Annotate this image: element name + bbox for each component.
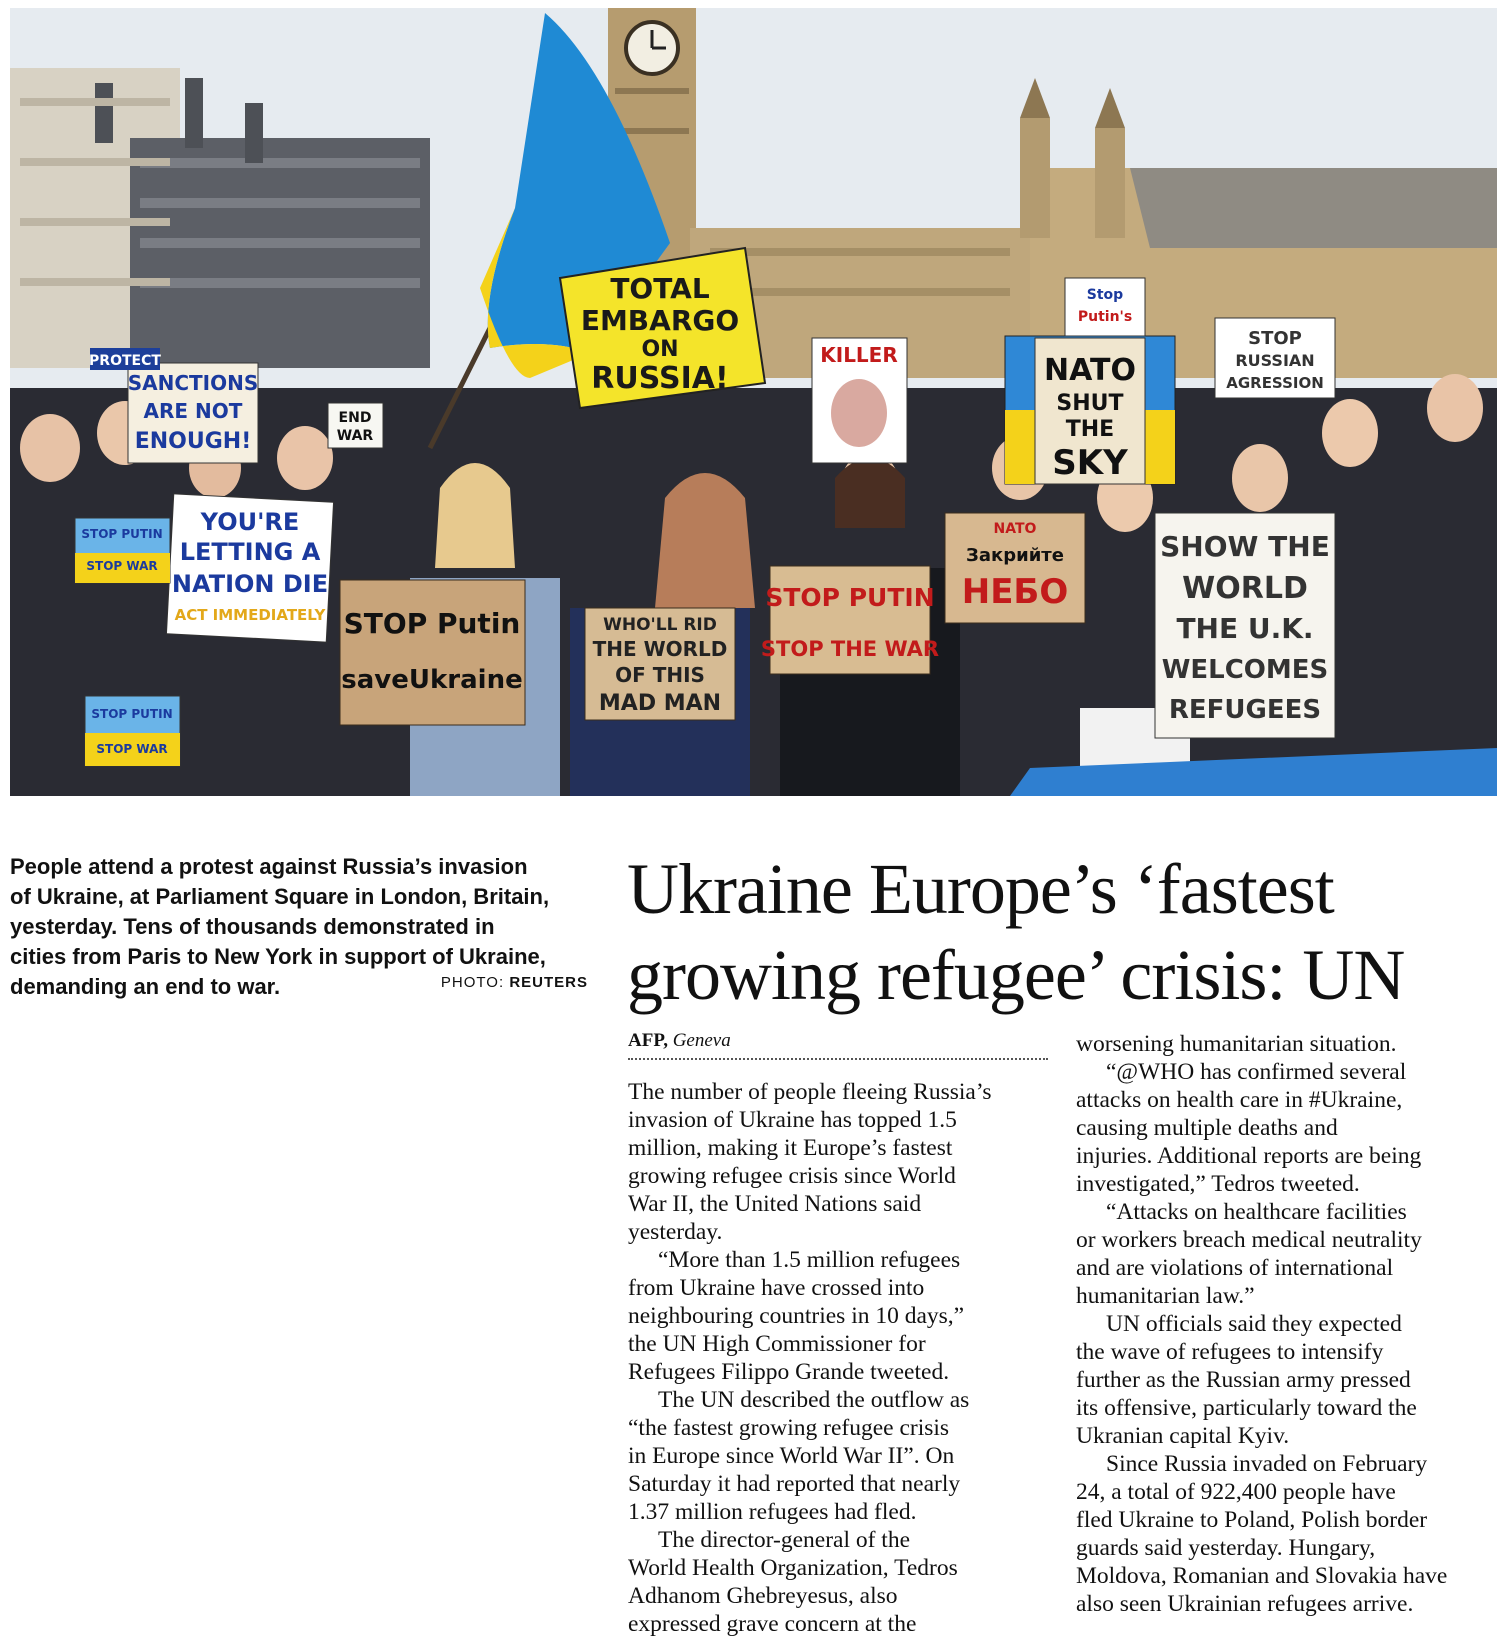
sign-stop-putin-save-ukraine bbox=[340, 580, 525, 725]
svg-text:EMBARGO: EMBARGO bbox=[580, 304, 740, 337]
byline-agency: AFP, bbox=[628, 1030, 668, 1051]
article-line: “Attacks on healthcare facilities bbox=[1106, 1199, 1407, 1225]
svg-text:THE WORLD: THE WORLD bbox=[592, 637, 728, 661]
headline bbox=[627, 846, 1507, 1018]
caption-line: yesterday. Tens of thousands demonstrated in bbox=[10, 914, 495, 939]
sign-nato-ukrainian bbox=[945, 513, 1085, 623]
photo-credit bbox=[441, 968, 588, 998]
headline-line-2: growing refugee’ crisis: UN bbox=[627, 935, 1405, 1015]
svg-text:SANCTIONS: SANCTIONS bbox=[127, 371, 259, 395]
article-line: The number of people fleeing Russia’s bbox=[628, 1079, 992, 1105]
article-line: million, making it Europe’s fastest bbox=[628, 1135, 953, 1161]
svg-text:ACT IMMEDIATELY: ACT IMMEDIATELY bbox=[174, 606, 326, 624]
svg-text:WELCOMES: WELCOMES bbox=[1161, 655, 1329, 685]
article-line: worsening humanitarian situation. bbox=[1076, 1031, 1397, 1057]
svg-text:STOP WAR: STOP WAR bbox=[96, 742, 168, 756]
article-line: humanitarian law.” bbox=[1076, 1283, 1255, 1309]
svg-text:SHOW THE: SHOW THE bbox=[1160, 530, 1330, 563]
article-line: The director-general of the bbox=[658, 1527, 911, 1553]
caption-line: People attend a protest against Russia’s invasion bbox=[10, 854, 528, 879]
svg-text:AGRESSION: AGRESSION bbox=[1226, 374, 1324, 392]
svg-text:STOP: STOP bbox=[1248, 328, 1302, 349]
svg-text:MAD MAN: MAD MAN bbox=[598, 691, 722, 716]
article-line: Adhanom Ghebreyesus, also bbox=[628, 1583, 898, 1609]
article-line: “the fastest growing refugee crisis bbox=[628, 1415, 950, 1441]
article-line: Moldova, Romanian and Slovakia have bbox=[1076, 1563, 1448, 1589]
article-line: 24, a total of 922,400 people have bbox=[1076, 1479, 1396, 1505]
svg-text:NATION DIE: NATION DIE bbox=[171, 570, 329, 598]
svg-text:RUSSIA!: RUSSIA! bbox=[591, 361, 729, 396]
sign-madman bbox=[585, 608, 735, 720]
svg-text:WAR: WAR bbox=[336, 428, 374, 444]
svg-text:END: END bbox=[338, 410, 372, 426]
sign-letting-a-nation-die bbox=[166, 494, 333, 642]
article-line: The UN described the outflow as bbox=[658, 1387, 970, 1413]
article-line: also seen Ukrainian refugees arrive. bbox=[1076, 1591, 1414, 1617]
photo-caption bbox=[10, 852, 590, 1002]
svg-text:LETTING A: LETTING A bbox=[179, 538, 321, 566]
svg-text:ON: ON bbox=[641, 337, 679, 362]
sign-killer bbox=[812, 338, 907, 463]
caption-line: cities from Paris to New York in support of Ukraine, bbox=[10, 944, 546, 969]
article-line: UN officials said they expected bbox=[1106, 1311, 1402, 1337]
svg-text:YOU'RE: YOU'RE bbox=[200, 508, 300, 536]
article-line: its offensive, particularly toward the bbox=[1076, 1395, 1417, 1421]
svg-text:SKY: SKY bbox=[1052, 443, 1128, 483]
article-line: or workers breach medical neutrality bbox=[1076, 1227, 1422, 1253]
svg-text:saveUkraine: saveUkraine bbox=[341, 665, 523, 695]
sign-end-war bbox=[328, 403, 383, 448]
article-line: guards said yesterday. Hungary, bbox=[1076, 1535, 1376, 1561]
article-line: expressed grave concern at the bbox=[628, 1611, 917, 1637]
svg-text:THE U.K.: THE U.K. bbox=[1176, 612, 1314, 645]
article-line: “@WHO has confirmed several bbox=[1106, 1059, 1407, 1085]
article-line: Refugees Filippo Grande tweeted. bbox=[628, 1359, 950, 1385]
svg-text:TOTAL: TOTAL bbox=[610, 272, 710, 305]
svg-text:SHUT: SHUT bbox=[1056, 391, 1124, 416]
svg-text:STOP WAR: STOP WAR bbox=[86, 559, 158, 573]
article-line: further as the Russian army pressed bbox=[1076, 1367, 1411, 1393]
svg-text:ARE NOT: ARE NOT bbox=[143, 399, 243, 423]
sign-protect bbox=[89, 348, 161, 370]
svg-text:STOP PUTIN: STOP PUTIN bbox=[765, 583, 935, 612]
svg-text:REFUGEES: REFUGEES bbox=[1168, 695, 1322, 725]
svg-text:ENOUGH!: ENOUGH! bbox=[134, 429, 252, 454]
svg-text:KILLER: KILLER bbox=[820, 343, 898, 367]
svg-text:NATO: NATO bbox=[993, 521, 1037, 537]
article-line: fled Ukraine to Poland, Polish border bbox=[1076, 1507, 1428, 1533]
article-line: in Europe since World War II”. On bbox=[628, 1443, 955, 1469]
article-column-2 bbox=[1076, 1030, 1506, 1618]
svg-text:STOP PUTIN: STOP PUTIN bbox=[91, 707, 173, 721]
article-line: “More than 1.5 million refugees bbox=[658, 1247, 961, 1273]
caption-line: demanding an end to war. bbox=[10, 974, 281, 999]
article-line: investigated,” Tedros tweeted. bbox=[1076, 1171, 1360, 1197]
svg-text:НЕБО: НЕБО bbox=[961, 572, 1069, 612]
article-column-1 bbox=[628, 1078, 1058, 1638]
sign-stop-russian-aggression bbox=[1215, 318, 1335, 398]
article-line: War II, the United Nations said bbox=[628, 1191, 922, 1217]
photo-credit-label: PHOTO: bbox=[440, 974, 505, 991]
article-line: invasion of Ukraine has topped 1.5 bbox=[628, 1107, 957, 1133]
article-line: World Health Organization, Tedros bbox=[628, 1555, 958, 1581]
caption-line: of Ukraine, at Parliament Square in London, Britain, bbox=[10, 884, 550, 909]
photo-credit-source: REUTERS bbox=[509, 974, 588, 991]
sign-sanctions-not-enough bbox=[128, 363, 259, 463]
article-line: Saturday it had reported that nearly bbox=[628, 1471, 961, 1497]
svg-text:THE: THE bbox=[1065, 417, 1115, 442]
svg-text:OF THIS: OF THIS bbox=[615, 663, 705, 687]
svg-text:STOP THE WAR: STOP THE WAR bbox=[760, 637, 940, 661]
article-line: the wave of refugees to intensify bbox=[1076, 1339, 1384, 1365]
svg-text:WORLD: WORLD bbox=[1182, 571, 1308, 606]
byline-city: Geneva bbox=[672, 1030, 731, 1051]
svg-text:WHO'LL RID: WHO'LL RID bbox=[603, 615, 717, 635]
article-line: yesterday. bbox=[628, 1219, 723, 1245]
svg-text:Закрийте: Закрийте bbox=[966, 545, 1064, 566]
svg-text:NATO: NATO bbox=[1044, 353, 1136, 388]
article-line: and are violations of international bbox=[1076, 1255, 1394, 1281]
sign-stop-putin-small-1 bbox=[75, 518, 170, 583]
article-line: injuries. Additional reports are being bbox=[1076, 1143, 1422, 1169]
protest-photo bbox=[10, 8, 1497, 796]
article-line: the UN High Commissioner for bbox=[628, 1331, 926, 1357]
article-line: neighbouring countries in 10 days,” bbox=[628, 1303, 965, 1329]
sign-stop-putin-small-2 bbox=[85, 696, 180, 766]
headline-line-1: Ukraine Europe’s ‘fastest bbox=[627, 849, 1334, 929]
svg-text:Putin's: Putin's bbox=[1077, 309, 1133, 325]
article-line: attacks on health care in #Ukraine, bbox=[1076, 1087, 1403, 1113]
sign-stop-putin-stop-war bbox=[761, 566, 939, 674]
sign-nato-shut-the-sky bbox=[1005, 336, 1175, 484]
article-line: from Ukraine have crossed into bbox=[628, 1275, 925, 1301]
sign-stop-putins bbox=[1065, 278, 1145, 336]
article-line: Since Russia invaded on February bbox=[1106, 1451, 1428, 1477]
svg-text:RUSSIAN: RUSSIAN bbox=[1235, 351, 1315, 370]
svg-text:PROTECT: PROTECT bbox=[89, 353, 161, 369]
article-line: Ukranian capital Kyiv. bbox=[1076, 1423, 1290, 1449]
svg-text:STOP Putin: STOP Putin bbox=[343, 607, 521, 640]
article-line: causing multiple deaths and bbox=[1076, 1115, 1338, 1141]
sign-uk-welcomes-refugees bbox=[1155, 513, 1335, 738]
article-line: growing refugee crisis since World bbox=[628, 1163, 956, 1189]
svg-text:STOP PUTIN: STOP PUTIN bbox=[81, 527, 163, 541]
byline bbox=[628, 1030, 1048, 1060]
svg-text:Stop: Stop bbox=[1086, 287, 1124, 303]
article-line: 1.37 million refugees had fled. bbox=[628, 1499, 917, 1525]
